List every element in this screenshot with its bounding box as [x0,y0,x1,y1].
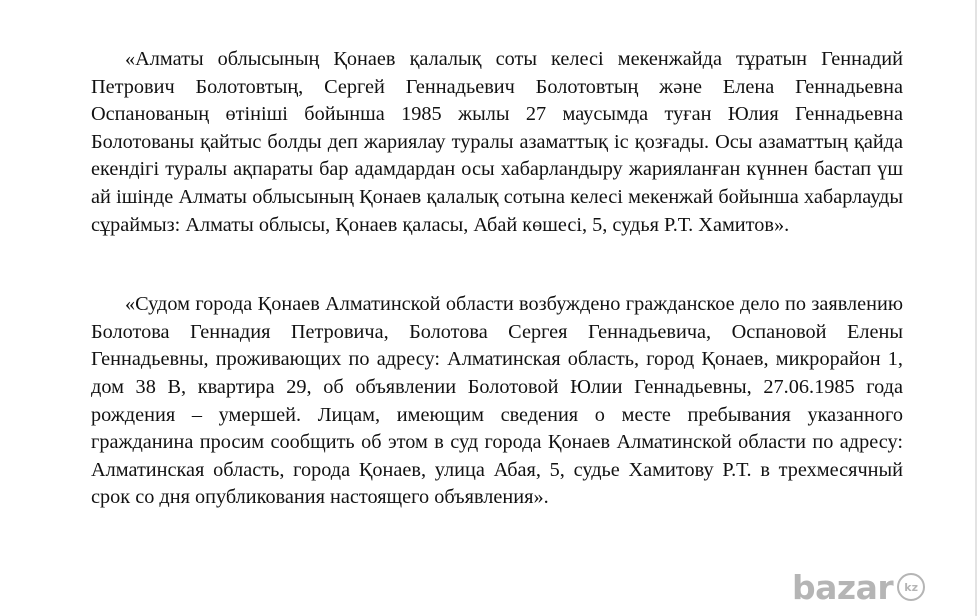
paragraph-kazakh: «Алматы облысының Қонаев қалалық соты келесі мекенжайда тұратын Геннадий Петрович Болотовтың, Сергей Геннадьевич Болотовтың және Елена Геннадьевна Оспанованың өтініші бойынша 1985 жылы 27 маусымда туған Юлия Геннадьевна Болотованы қайтыс болды деп жариялау туралы азаматтық іс қозғады. Осы азаматтың қайда екендігі туралы ақпараты бар адамдардан осы хабарландыру жарияланған күннен бастап үш ай ішінде Алматы облысының Қонаев қалалық сотына келесі мекенжай бойынша хабарлауды сұраймыз: Алматы облысы, Қонаев қаласы, Абай көшесі, 5, судья Р.Т. Хамитов». [91,48,903,236]
watermark-brand-text: bazar [792,567,894,607]
bazar-watermark-logo [792,566,972,608]
paragraph-russian: «Судом города Қонаев Алматинской области возбуждено гражданское дело по заявлению Болотова Геннадия Петровича, Болотова Сергея Геннадьевича, Оспановой Елены Геннадьевны, проживающих по адресу: Алматинская область, город Қонаев, микрорайон 1, дом 38 В, квартира 29, об объявлении Болотовой Юлии Геннадьевны, 27.06.1985 года рождения – умершей. Лицам, имеющим сведения о месте пребывания указанного гражданина просим сообщить об этом в суд города Қонаев Алматинской области по адресу: Алматинская область, города Қонаев, улица Абая, 5, судье Хамитову Р.Т. в трехмесячный срок со дня опубликования настоящего объявления». [91,293,903,509]
watermark-kz-badge: kz [897,573,925,601]
document-body [91,0,903,512]
